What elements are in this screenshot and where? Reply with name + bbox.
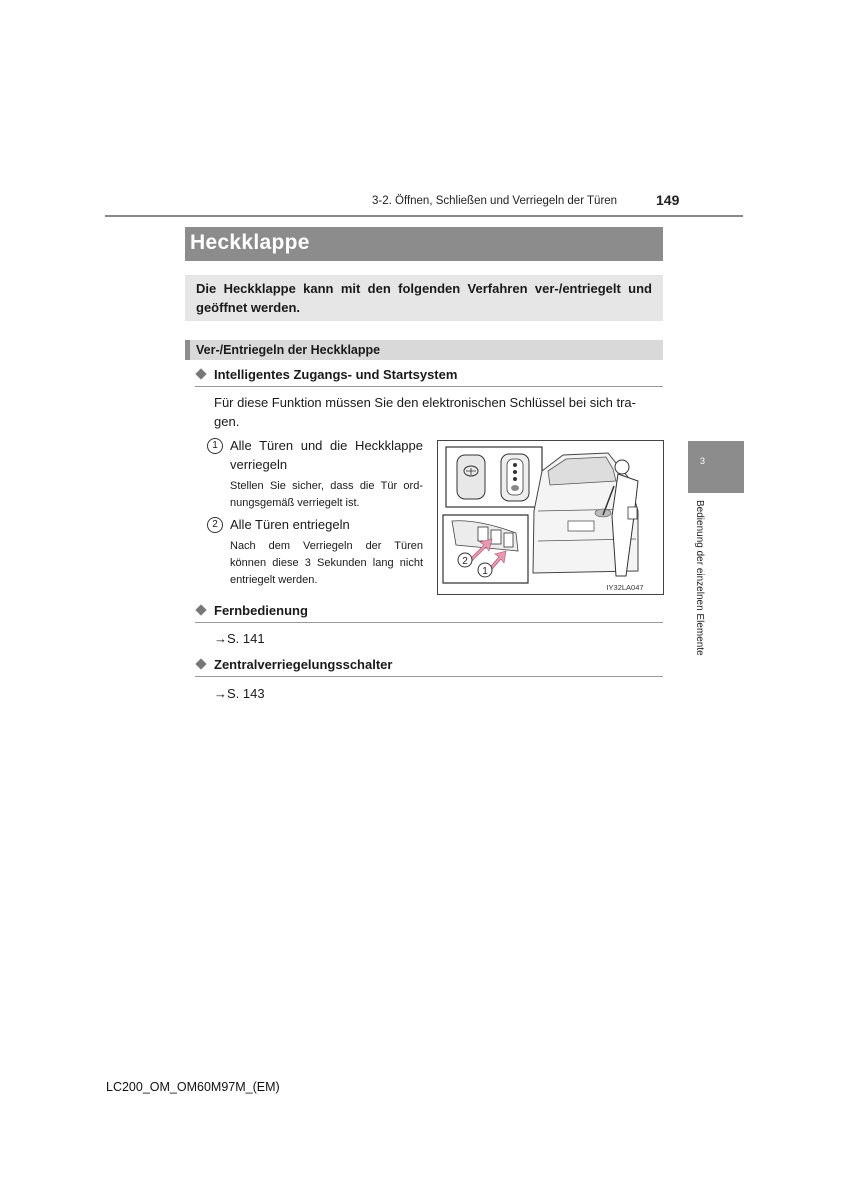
running-header-section: 3-2. Öffnen, Schließen und Verriegeln der Türen	[372, 195, 618, 207]
diamond-bullet-icon	[195, 604, 206, 615]
step-label: Alle Türen entriegeln	[230, 517, 350, 532]
smart-key-front-icon	[457, 455, 485, 499]
tailgate-illustration	[437, 440, 664, 595]
heading-rule	[195, 676, 663, 677]
illustration-svg	[438, 441, 663, 594]
chapter-number: 3	[700, 456, 706, 466]
page-title: Heckklappe	[190, 231, 310, 254]
chapter-tab	[688, 441, 744, 493]
heading-rule	[195, 622, 663, 623]
step-note: nungsgemäß verriegelt ist.	[230, 497, 360, 509]
person-figure	[615, 460, 629, 474]
step-note: Nach dem Verriegeln der Türen	[230, 540, 423, 552]
subsection-marker	[185, 340, 190, 360]
system-heading-remote: Fernbedienung	[214, 603, 308, 618]
page-reference: →S. 143	[214, 686, 265, 701]
heading-rule	[195, 386, 663, 387]
page-number: 149	[656, 192, 680, 208]
callout-2-label: 2	[462, 556, 468, 567]
diamond-bullet-icon	[195, 658, 206, 669]
callout-1-label: 1	[482, 566, 488, 577]
description-line: Für diese Funktion müssen Sie den elektronischen Schlüssel bei sich tra-	[214, 395, 636, 410]
description-line: gen.	[214, 414, 240, 429]
step-label: verriegeln	[230, 457, 288, 472]
step-label: Alle Türen und die Heckklappe	[230, 438, 423, 453]
figure-code: IY32LA047	[606, 583, 644, 592]
step-note: können diese 3 Sekunden lang nicht	[230, 557, 423, 569]
step-number-1: 1	[207, 438, 223, 454]
footer-code: LC200_OM_OM60M97M_(EM)	[106, 1080, 280, 1094]
page-reference: →S. 141	[214, 631, 265, 646]
chapter-label: Bedienung der einzelnen Elemente	[694, 500, 705, 656]
step-note: entriegelt werden.	[230, 574, 318, 586]
step-note: Stellen Sie sicher, dass die Tür ord-	[230, 480, 423, 492]
subsection-title: Ver-/Entriegeln der Heckklappe	[196, 343, 381, 357]
system-heading-smart-key: Intelligentes Zugangs- und Startsystem	[214, 367, 458, 382]
step-number-2: 2	[207, 517, 223, 533]
header-divider	[105, 215, 743, 217]
intro-text: Die Heckklappe kann mit den folgenden Verfahren ver-/entriegelt und geöffnet werden.	[196, 281, 652, 315]
diamond-bullet-icon	[195, 368, 206, 379]
system-heading-central-lock: Zentralverriegelungsschalter	[214, 657, 393, 672]
